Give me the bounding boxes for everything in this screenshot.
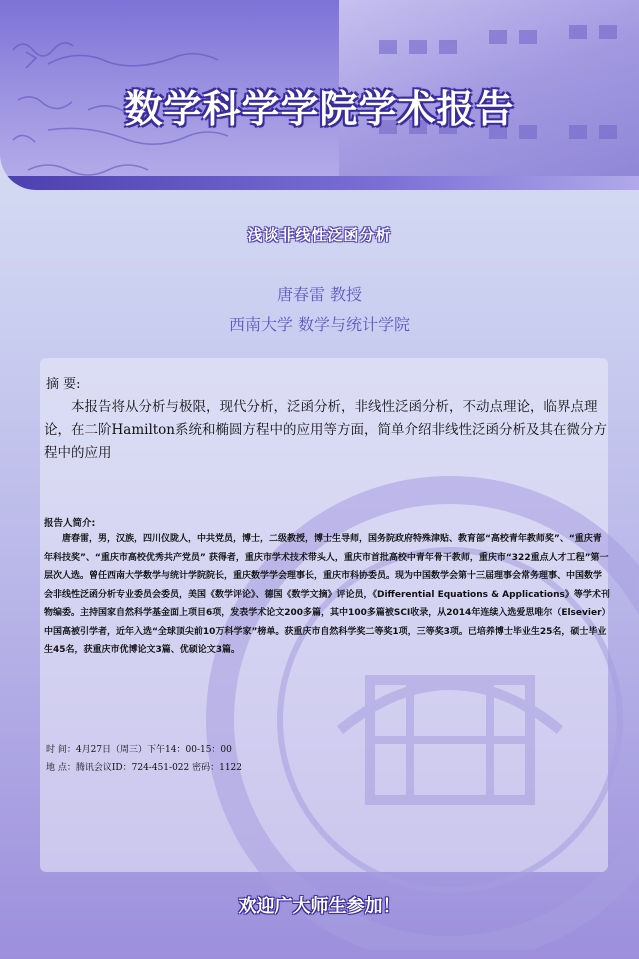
abstract-label: 摘 要: (46, 377, 81, 392)
bio-text: 唐春雷，男，汉族，四川仪陇人，中共党员，博士，二级教授，博士生导师，国务院政府特殊津贴、教育部“高校青年教师奖”、“重庆青年科技奖”、“重庆市高校优秀共产党员” 获得者，重庆市学术技术带头人，重庆市首批高校中青年骨干教师，重庆市“322重点人才工程”第一层次人选。曾任西南大学数学与统计学院院长，重庆数学学会理事长，重庆市科协委员。现为中国数学会第十三届理事会常务理事、中国数学会非线性泛函分析专业委员会委员，美国《数学评论》、德国《数学文摘》评论员，《Differential Equations & Applications》等学术刊物编委。主持国家自然科学基金面上项目6项，发表学术论文200多篇，其中100多篇被SCI收录，从2014年连续入选爱思唯尔（Elsevier）中国高被引学者，近年入选“全球顶尖前10万科学家”榜单。获重庆市自然科学奖二等奖1项，三等奖3项。已培养博士毕业生25名，硕士毕业生45名，获重庆市优博论文3篇、优硕论文3篇。 (44, 534, 610, 655)
abstract-text: 本报告将从分析与极限，现代分析，泛函分析，非线性泛函分析，不动点理论，临界点理论，在二阶Hamilton系统和椭圆方程中的应用等方面，简单介绍非线性泛函分析及其在微分方程中的应用 (44, 399, 608, 461)
welcome-message: 欢迎广大师生参加！ (238, 896, 401, 917)
event-time: 时 间：4月27日（周三）下午14：00-15：00 (46, 745, 232, 755)
speaker-affiliation: 西南大学 数学与统计学院 (228, 315, 411, 334)
header-banner (0, 0, 639, 190)
bio-label: 报告人简介: (44, 518, 96, 529)
page-title: 数学科学学院学术报告 (124, 87, 515, 131)
banner-stripe (0, 176, 639, 190)
talk-title: 浅谈非线性泛函分析 (247, 226, 392, 244)
event-place: 地 点：腾讯会议ID：724-451-022 密码：1122 (46, 763, 243, 773)
speaker-name: 唐春雷 教授 (276, 285, 363, 304)
